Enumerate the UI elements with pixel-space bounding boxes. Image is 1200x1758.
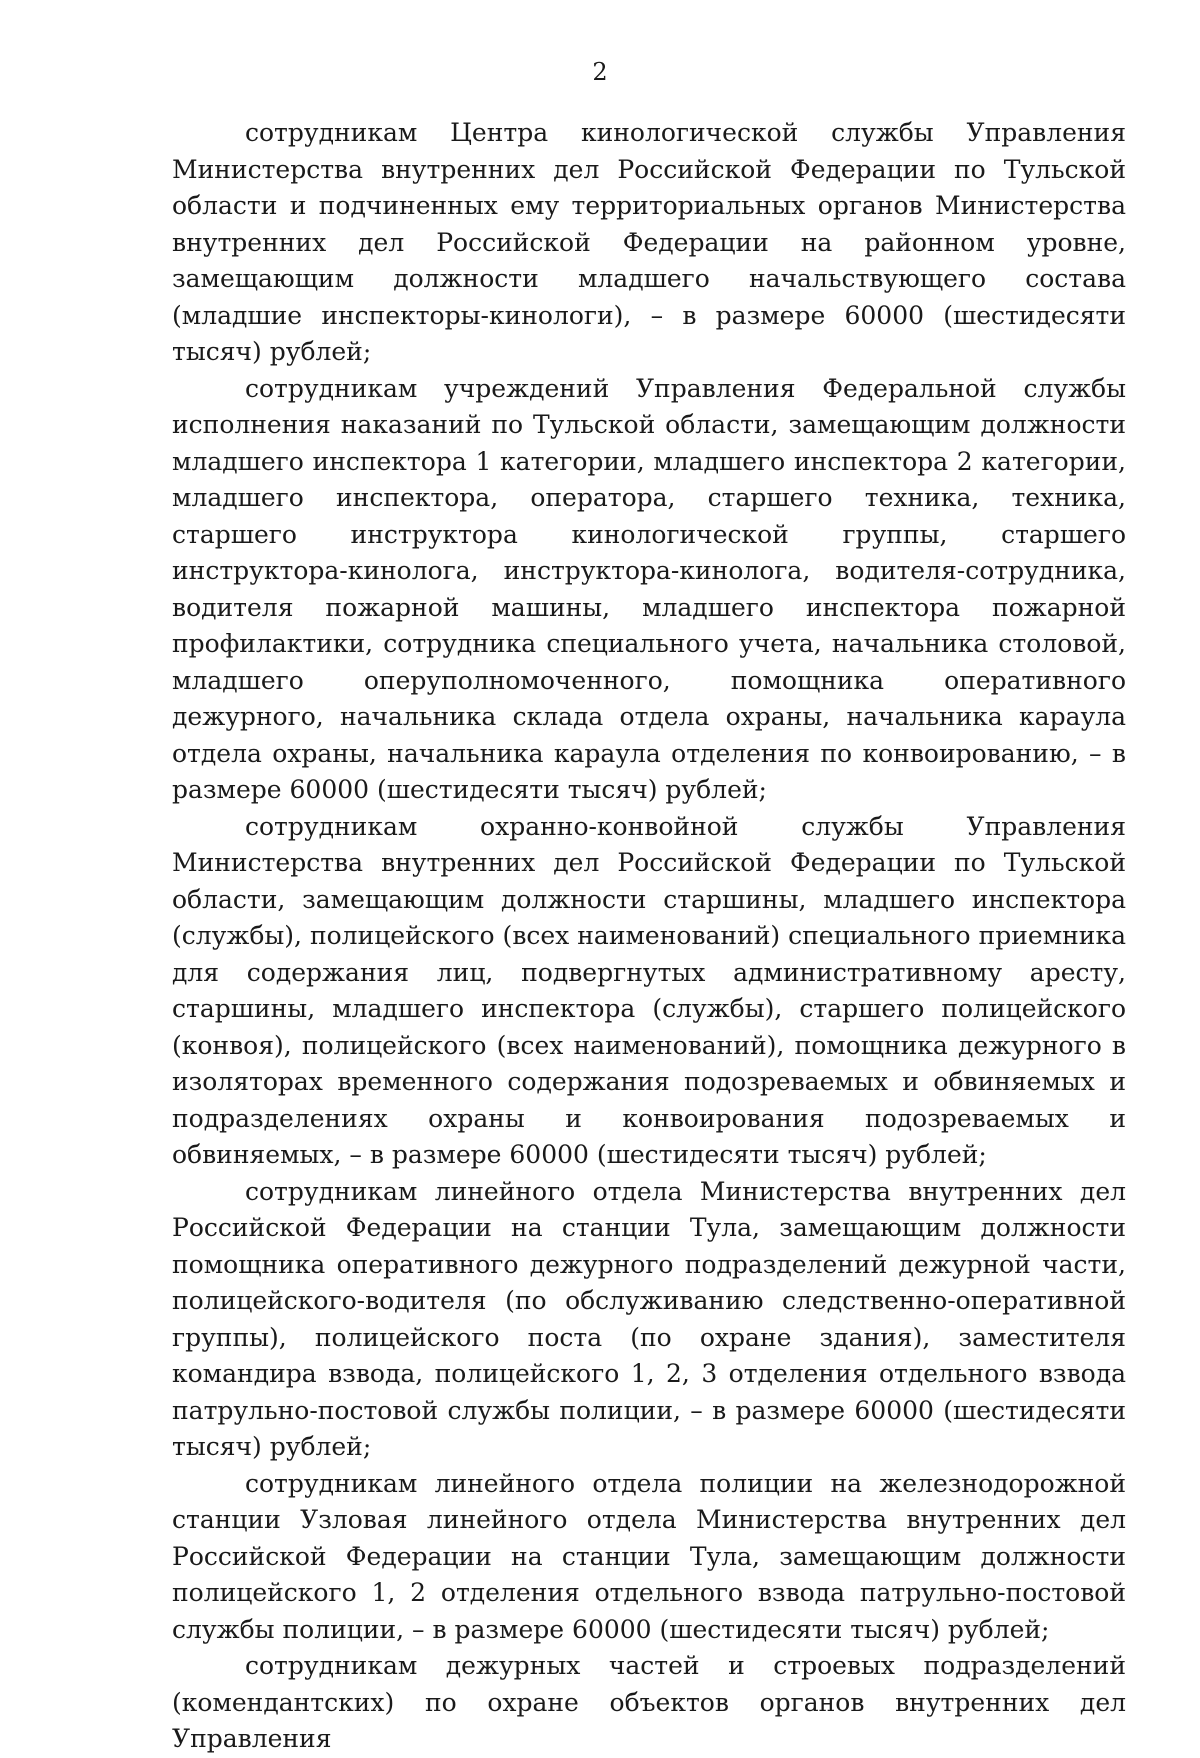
paragraph-duty-units: сотрудникам дежурных частей и строевых подразделений (комендантских) по охране объектов органов внутренних дел Управления bbox=[172, 1651, 1126, 1753]
paragraph-linear-police-uzlovaya: сотрудникам линейного отдела полиции на железнодорожной станции Узловая линейного отдела Министерства внутренних дел Российской Федерации на станции Тула, замещающим должности полицейского 1, 2 отделения отдельного взвода патрульно-постовой службы полиции, – в размере 60000 (шестидесяти тысяч) рублей; bbox=[172, 1468, 1126, 1644]
paragraph-penitentiary-service: сотрудникам учреждений Управления Федеральной службы исполнения наказаний по Тульской области, замещающим должности младшего инспектора 1 категории, младшего инспектора 2 категории, младшего инспектора, оператора, старшего техника, техника, старшего инструктора кинологической группы, старшего инструктора-кинолога, инструктора-кинолога, водителя-сотрудника, водителя пожарной машины, младшего инспектора пожарной профилактики, сотрудника специального учета, начальника столовой, младшего оперуполномоченного, помощника оперативного дежурного, начальника склада отдела охраны, начальника караула отдела охраны, начальника караула отделения по конвоированию, – в размере 60000 (шестидесяти тысяч) рублей; bbox=[172, 373, 1126, 804]
paragraph-cynology-service: сотрудникам Центра кинологической службы Управления Министерства внутренних дел Российской Федерации по Тульской области и подчиненных ему территориальных органов Министерства внутренних дел Российской Федерации на районном уровне, замещающим должности младшего начальствующего состава (младшие инспекторы-кинологи), – в размере 60000 (шестидесяти тысяч) рублей; bbox=[172, 118, 1126, 366]
page-number: 2 bbox=[592, 58, 608, 86]
paragraph-linear-department-tula: сотрудникам линейного отдела Министерства внутренних дел Российской Федерации на станции Тула, замещающим должности помощника оперативного дежурного подразделений дежурной части, полицейского-водителя (по обслуживанию следственно-оперативной группы), полицейского поста (по охране здания), заместителя командира взвода, полицейского 1, 2, 3 отделения отдельного взвода патрульно-постовой службы полиции, – в размере 60000 (шестидесяти тысяч) рублей; bbox=[172, 1176, 1126, 1461]
paragraph-escort-service: сотрудникам охранно-конвойной службы Управления Министерства внутренних дел Российской Федерации по Тульской области, замещающим должности старшины, младшего инспектора (службы), полицейского (всех наименований) специального приемника для содержания лиц, подвергнутых административному аресту, старшины, младшего инспектора (службы), старшего полицейского (конвоя), полицейского (всех наименований), помощника дежурного в изоляторах временного содержания подозреваемых и обвиняемых и подразделениях охраны и конвоирования подозреваемых и обвиняемых, – в размере 60000 (шестидесяти тысяч) рублей; bbox=[172, 811, 1126, 1169]
document-body bbox=[172, 115, 1126, 1758]
